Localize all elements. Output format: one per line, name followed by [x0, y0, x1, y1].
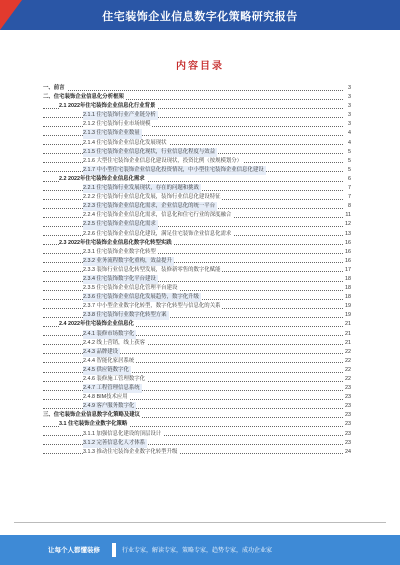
toc-entry-page: 3	[343, 102, 351, 111]
toc-leader-dots	[43, 90, 343, 91]
toc-entry[interactable]	[43, 348, 351, 357]
toc-entry[interactable]	[43, 139, 351, 148]
toc-entry-title: 2.4.8 BIM技术应用	[83, 393, 130, 402]
toc-entry-page: 18	[343, 293, 351, 302]
report-title: 住宅装饰企业信息数字化策略研究报告	[102, 11, 298, 23]
toc-entry-title: 2.4.1 装修市场数字化	[83, 330, 136, 339]
footer-bar	[0, 535, 400, 565]
toc-entry[interactable]	[43, 384, 351, 393]
toc-entry-title: 2.3.1 住宅装饰企业数字化转型	[83, 248, 158, 257]
toc-entry[interactable]	[43, 239, 351, 248]
toc-entry-title: 2.2.5 住宅装饰企业信息化需求	[83, 220, 158, 229]
toc-entry-page: 21	[343, 339, 351, 348]
toc-entry-page: 21	[343, 320, 351, 329]
toc-entry[interactable]	[43, 266, 351, 275]
toc-entry-page: 22	[343, 375, 351, 384]
toc-entry-title: 2.3 2022年住宅装饰企业信息化数字化转型实践	[59, 239, 174, 248]
table-of-contents	[43, 84, 351, 457]
toc-entry[interactable]	[43, 284, 351, 293]
toc-entry-title: 2.3.8 住宅装饰行业数字化转型方案	[83, 311, 169, 320]
toc-entry[interactable]	[43, 357, 351, 366]
toc-entry-page: 4	[343, 129, 351, 138]
toc-entry[interactable]	[43, 420, 351, 429]
toc-entry-page: 19	[343, 311, 351, 320]
toc-entry-page: 4	[343, 139, 351, 148]
footer-separator	[112, 543, 116, 557]
toc-entry-title: 2.1.6 大型住宅装饰企业信息化建设现状，投资比例（按规模划分）	[83, 157, 244, 166]
toc-entry-title: 2.4.6 装修施工管理数字化	[83, 375, 147, 384]
toc-entry[interactable]	[43, 393, 351, 402]
toc-entry-title: 2.3.6 住宅装饰企业信息化发展趋势，数字化升级	[83, 293, 201, 302]
toc-entry-page: 18	[343, 275, 351, 284]
toc-entry[interactable]	[43, 439, 351, 448]
toc-entry-title: 二、住宅装饰企业信息化分析框架	[43, 93, 126, 102]
toc-entry-title: 2.1.7 中小型住宅装饰企业信息化投资情况，中小型住宅装饰企业信息化建设	[83, 166, 266, 175]
toc-entry-page: 3	[343, 111, 351, 120]
toc-entry-page: 23	[343, 420, 351, 429]
toc-entry[interactable]	[43, 93, 351, 102]
toc-entry[interactable]	[43, 257, 351, 266]
toc-entry[interactable]	[43, 293, 351, 302]
toc-entry-page: 11	[343, 211, 351, 220]
toc-entry[interactable]	[43, 193, 351, 202]
toc-entry[interactable]	[43, 430, 351, 439]
toc-entry-page: 6	[343, 175, 351, 184]
toc-entry-page: 3	[343, 120, 351, 129]
toc-entry[interactable]	[43, 129, 351, 138]
toc-entry-title: 2.4.7 工程管理信息系统	[83, 384, 142, 393]
toc-entry-title: 2.1.3 住宅装饰企业数量	[83, 129, 142, 138]
toc-entry-page: 18	[343, 284, 351, 293]
toc-entry-title: 2.2.3 住宅装饰企业信息化需求，企业信息化的统一平台	[83, 202, 217, 211]
toc-entry-page: 24	[343, 448, 351, 457]
toc-entry-title: 3.1.2 完善信息化人才体系	[83, 439, 147, 448]
toc-entry-page: 17	[343, 266, 351, 275]
toc-entry[interactable]	[43, 120, 351, 129]
toc-entry-title: 2.2.4 住宅装饰企业信息化需求，信息化和住宅行业的深度融合	[83, 211, 233, 220]
toc-entry[interactable]	[43, 375, 351, 384]
toc-entry[interactable]	[43, 111, 351, 120]
toc-entry-title: 2.3.2 业务流程数字化重构，效益提升	[83, 257, 174, 266]
toc-entry-page: 5	[343, 157, 351, 166]
toc-entry[interactable]	[43, 320, 351, 329]
toc-entry-title: 2.3.4 住宅装饰数字化平台建设	[83, 275, 158, 284]
toc-entry[interactable]	[43, 366, 351, 375]
toc-entry[interactable]	[43, 84, 351, 93]
toc-entry-page: 23	[343, 439, 351, 448]
toc-entry[interactable]	[43, 230, 351, 239]
toc-entry-title: 2.2.2 住宅装饰行业信息化发展，装饰行业信息化建设特征	[83, 193, 222, 202]
footer-slogan: 让每个人都懂装修	[48, 547, 100, 554]
toc-entry-title: 2.2.1 住宅装饰行业发展现状，存在的问题和挑战	[83, 184, 201, 193]
toc-entry-page: 12	[343, 220, 351, 229]
toc-entry-page: 3	[343, 93, 351, 102]
toc-entry[interactable]	[43, 339, 351, 348]
toc-entry-title: 2.3.7 中小型企业数字化转型，数字化转型与信息化的关系	[83, 302, 222, 311]
toc-entry-page: 7	[343, 184, 351, 193]
toc-entry-title: 2.3.5 住宅装饰企业信息化管理平台建设	[83, 284, 179, 293]
toc-entry-title: 2.4.5 供应链数字化	[83, 366, 131, 375]
toc-entry[interactable]	[43, 102, 351, 111]
toc-entry[interactable]	[43, 448, 351, 457]
toc-entry-title: 一、前言	[43, 84, 67, 93]
toc-entry-page: 16	[343, 248, 351, 257]
toc-entry-title: 2.1.2 住宅装饰行业市场规模	[83, 120, 152, 129]
footer-tagline: 行业专家，解读专家，策略专家，趋势专家，成功企业家	[122, 548, 273, 554]
toc-entry-title: 2.1.1 住宅装饰行业产业链分析	[83, 111, 158, 120]
toc-entry[interactable]	[43, 157, 351, 166]
toc-entry-title: 2.3.3 装饰行业信息化转型发展，装修新零售的数字化赋能	[83, 266, 222, 275]
toc-entry[interactable]	[43, 411, 351, 420]
toc-entry-title: 2.4.4 智能化家居系统	[83, 357, 136, 366]
toc-entry[interactable]	[43, 302, 351, 311]
toc-entry-page: 23	[343, 384, 351, 393]
toc-entry[interactable]	[43, 184, 351, 193]
toc-entry-page: 23	[343, 430, 351, 439]
toc-entry[interactable]	[43, 166, 351, 175]
toc-entry-title: 2.4 2022年住宅装饰企业信息化	[59, 320, 136, 329]
toc-entry-page: 16	[343, 257, 351, 266]
toc-entry-page: 3	[343, 84, 351, 93]
toc-entry-title: 3.1.1 加强信息化建设的顶层设计	[83, 430, 163, 439]
toc-entry-title: 2.1.5 住宅装饰企业信息化现状，行业信息化程度与效益	[83, 148, 217, 157]
toc-entry-page: 8	[343, 202, 351, 211]
toc-entry-page: 5	[343, 166, 351, 175]
toc-entry[interactable]	[43, 330, 351, 339]
bottom-divider	[14, 522, 386, 523]
toc-entry[interactable]	[43, 220, 351, 229]
toc-entry[interactable]	[43, 175, 351, 184]
toc-entry-title: 2.1 2022年住宅装饰企业信息化行业背景	[59, 102, 157, 111]
toc-entry-title: 2.4.2 线上营销，线上获客	[83, 339, 147, 348]
toc-entry[interactable]	[43, 202, 351, 211]
toc-entry[interactable]	[43, 211, 351, 220]
header-bar	[0, 0, 400, 30]
toc-entry-title: 3.1 住宅装饰企业数字化策略	[59, 420, 129, 429]
toc-entry-title: 2.4.3 品牌建设	[83, 348, 120, 357]
toc-entry-title: 三、住宅装饰企业信息数字化策略及建议	[43, 411, 142, 420]
toc-entry-page: 5	[343, 148, 351, 157]
toc-entry-page: 19	[343, 302, 351, 311]
toc-entry-page: 16	[343, 239, 351, 248]
toc-entry-page: 22	[343, 348, 351, 357]
toc-entry[interactable]	[43, 402, 351, 411]
toc-entry-page: 22	[343, 366, 351, 375]
toc-entry[interactable]	[43, 148, 351, 157]
toc-entry-page: 7	[343, 193, 351, 202]
toc-entry-page: 23	[343, 411, 351, 420]
toc-entry-page: 13	[343, 230, 351, 239]
toc-entry-title: 2.2 2022年住宅装饰企业信息化需求	[59, 175, 147, 184]
toc-entry[interactable]	[43, 311, 351, 320]
toc-entry-page: 22	[343, 357, 351, 366]
toc-heading: 内容目录	[176, 61, 224, 72]
toc-entry-page: 21	[343, 330, 351, 339]
toc-entry-title: 3.1.3 推动住宅装饰企业数字化转型升级	[83, 448, 179, 457]
toc-entry[interactable]	[43, 275, 351, 284]
toc-entry-title: 2.2.6 住宅装饰企业信息化建设，满足住宅装饰企业信息化需求	[83, 230, 233, 239]
toc-entry-page: 23	[343, 393, 351, 402]
toc-entry[interactable]	[43, 248, 351, 257]
toc-entry-page: 23	[343, 402, 351, 411]
toc-entry-title: 2.1.4 住宅装饰企业信息化发展现状	[83, 139, 169, 148]
toc-entry-title: 2.4.9 客户服务数字化	[83, 402, 136, 411]
